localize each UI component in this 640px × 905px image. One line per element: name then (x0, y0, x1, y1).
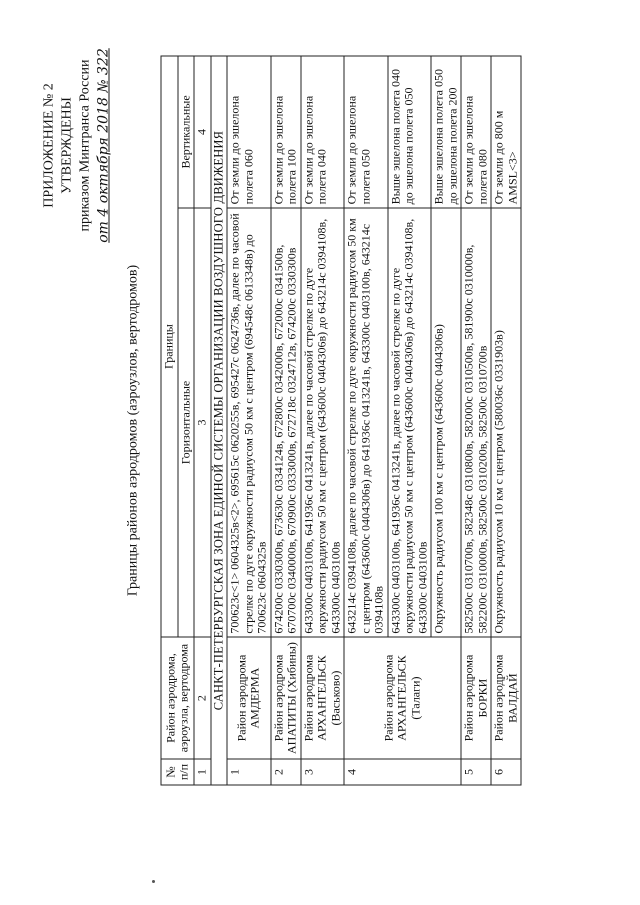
row-vertical: От земли до 800 м AMSL<3> (491, 56, 521, 208)
zone-row (210, 56, 227, 785)
col-header-area: Район аэродрома, аэроузла, вертодрома (161, 637, 194, 759)
row-area: Район аэродрома БОРКИ (461, 637, 491, 759)
zone-title: САНКТ-ПЕТЕРБУРГСКАЯ ЗОНА ЕДИНОЙ СИСТЕМЫ ОРГАНИЗАЦИИ ВОЗДУШНОГО ДВИЖЕНИЯ (210, 56, 227, 785)
row-number: 1 (227, 759, 271, 785)
table-row (344, 56, 388, 785)
row-horizontal: 582500с 0310700в, 582348с 0310800в, 582000с 0310500в, 581900с 0310000в, 582200с 0310000в, 582500с 0310200в, 582500с 0310700в (461, 207, 491, 636)
col-number: 1 (194, 759, 211, 785)
boundaries-table (160, 55, 521, 785)
row-vertical: От земли до эшелона полета 080 (461, 56, 491, 208)
col-header-vertical: Вертикальные (177, 56, 194, 208)
col-header-num: № п/п (161, 759, 194, 785)
table-row (270, 56, 300, 785)
row-vertical: Выше эшелона полета 040 до эшелона полета 050 (387, 56, 431, 208)
appendix-header (40, 25, 112, 265)
row-horizontal: Окружность радиусом 10 км с центром (580036с 0331903в) (491, 207, 521, 636)
date-line: от 4 октября 2018 № 322 (95, 47, 111, 243)
row-vertical: От земли до эшелона полета 100 (270, 56, 300, 208)
row-vertical: От земли до эшелона полета 050 (344, 56, 388, 208)
row-horizontal: 674200с 0330300в, 673630с 0334124в, 672800с 0342000в, 672000с 0341500в, 670700с 0340000в, 670900с 0333000в, 672718с 0324712в, 674200с 0330300в (270, 207, 300, 636)
row-area: Район аэродрома АМДЕРМА (227, 637, 271, 759)
col-number: 2 (194, 637, 211, 759)
row-vertical: От земли до эшелона полета 060 (227, 56, 271, 208)
row-area: Район аэродрома ВАЛДАЙ (491, 637, 521, 759)
row-number: 2 (270, 759, 300, 785)
table-row (491, 56, 521, 785)
table-row (461, 56, 491, 785)
row-number: 5 (461, 759, 491, 785)
row-horizontal: 643300с 0403100в, 641936с 0413241в, далее по часовой стрелке по дуге окружности радиусом 50 км с центром (643600с 0404306в) до 643214с 0394108в, 643300с 0403100в (300, 207, 344, 636)
appendix-title: ПРИЛОЖЕНИЕ № 2 (41, 82, 56, 208)
row-horizontal: 700623с<1> 0604325в<2>, 695615с 0620255в, 695427с 0624736в, далее по часовой стрелке по дуге окружности радиусом 50 км с центром (694548с 0613348в) до 700623с 0604325в (227, 207, 271, 636)
row-number: 4 (344, 759, 461, 785)
table-row (227, 56, 271, 785)
header-row-1 (161, 56, 178, 785)
page-title: Границы районов аэродромов (аэроузлов, вертодромов) (125, 264, 140, 596)
col-number-row (194, 56, 211, 785)
approved-label: УТВЕРЖДЕНЫ (59, 96, 74, 194)
col-header-horizontal: Горизонтальные (177, 207, 194, 636)
row-horizontal: Окружность радиусом 100 км с центром (643600с 0404306в) (431, 207, 461, 636)
table-row (300, 56, 344, 785)
row-number: 3 (300, 759, 344, 785)
row-area: Район аэродрома АПАТИТЫ (Хибины) (270, 637, 300, 759)
row-vertical: Выше эшелона полета 050 до эшелона полета 200 (431, 56, 461, 208)
col-header-bounds: Границы (161, 56, 178, 637)
col-number: 3 (194, 207, 211, 636)
order-label: приказом Минтранса России (77, 58, 92, 232)
col-number: 4 (194, 56, 211, 208)
scan-speck (152, 880, 155, 883)
row-vertical: От земли до эшелона полета 040 (300, 56, 344, 208)
row-area: Район аэродрома АРХАНГЕЛЬСК (Васьково) (300, 637, 344, 759)
row-horizontal: 643214с 0394108в, далее по часовой стрелке по дуге окружности радиусом 50 км с центром (643600с 0404306в) до 641936с 0413241в, 643300с 0403100в, 643214с 0394108в (344, 207, 388, 636)
row-number: 6 (491, 759, 521, 785)
row-horizontal: 643300с 0403100в, 641936с 0413241в, далее по часовой стрелке по дуге окружности радиусом 50 км с центром (643600с 0404306в) до 643214с 0394108в, 643300с 0403100в (387, 207, 431, 636)
row-area: Район аэродрома АРХАНГЕЛЬСК (Талаги) (344, 637, 461, 759)
